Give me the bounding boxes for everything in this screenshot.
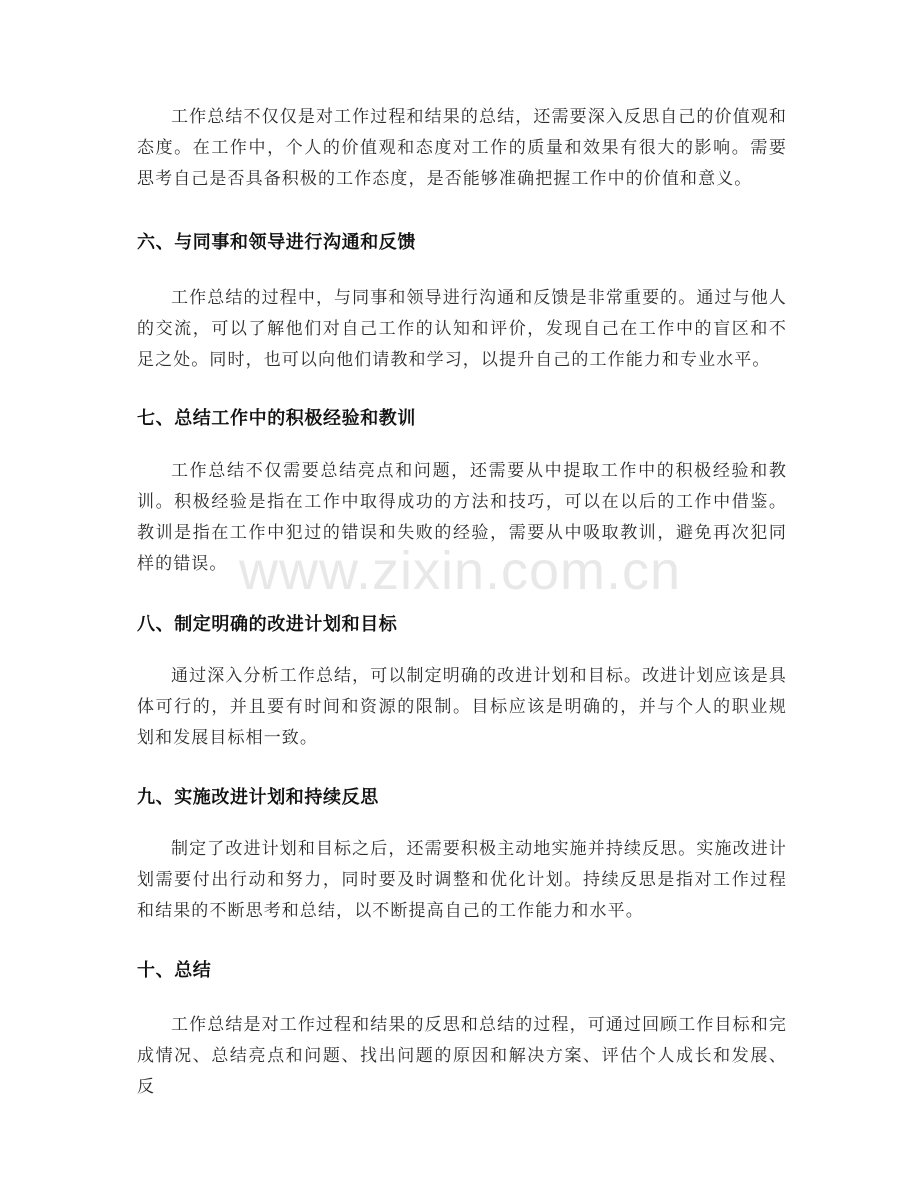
heading-section-10: 十、总结 <box>137 960 212 981</box>
paragraph-section-10: 工作总结是对工作过程和结果的反思和总结的过程，可通过回顾工作目标和完成情况、总结亮点和问题、找出问题的原因和解决方案、评估个人成长和发展、反 <box>137 1015 787 1097</box>
paragraph-intro: 工作总结不仅仅是对工作过程和结果的总结，还需要深入反思自己的价值观和态度。在工作中，个人的价值观和态度对工作的质量和效果有很大的影响。需要思考自己是否具备积极的工作态度，是否能够准确把握工作中的价值和意义。 <box>137 107 787 189</box>
heading-section-9: 九、实施改进计划和持续反思 <box>137 787 379 808</box>
heading-section-6: 六、与同事和领导进行沟通和反馈 <box>137 232 416 253</box>
paragraph-section-7: 工作总结不仅需要总结亮点和问题，还需要从中提取工作中的积极经验和教训。积极经验是指在工作中取得成功的方法和技巧，可以在以后的工作中借鉴。教训是指在工作中犯过的错误和失败的经验，需要从中吸取教训，避免再次犯同样的错误。 <box>137 461 787 574</box>
heading-section-8: 八、制定明确的改进计划和目标 <box>137 614 398 635</box>
paragraph-section-6: 工作总结的过程中，与同事和领导进行沟通和反馈是非常重要的。通过与他人的交流，可以了解他们对自己工作的认知和评价，发现自己在工作中的盲区和不足之处。同时，也可以向他们请教和学习，以提升自己的工作能力和专业水平。 <box>137 288 787 370</box>
paragraph-section-9: 制定了改进计划和目标之后，还需要积极主动地实施并持续反思。实施改进计划需要付出行动和努力，同时要及时调整和优化计划。持续反思是指对工作过程和结果的不断思考和总结，以不断提高自己的工作能力和水平。 <box>137 839 787 921</box>
watermark: www.zixin.com.cn <box>238 541 682 601</box>
heading-section-7: 七、总结工作中的积极经验和教训 <box>137 408 416 429</box>
paragraph-section-8: 通过深入分析工作总结，可以制定明确的改进计划和目标。改进计划应该是具体可行的，并且要有时间和资源的限制。目标应该是明确的，并与个人的职业规划和发展目标相一致。 <box>137 666 787 748</box>
